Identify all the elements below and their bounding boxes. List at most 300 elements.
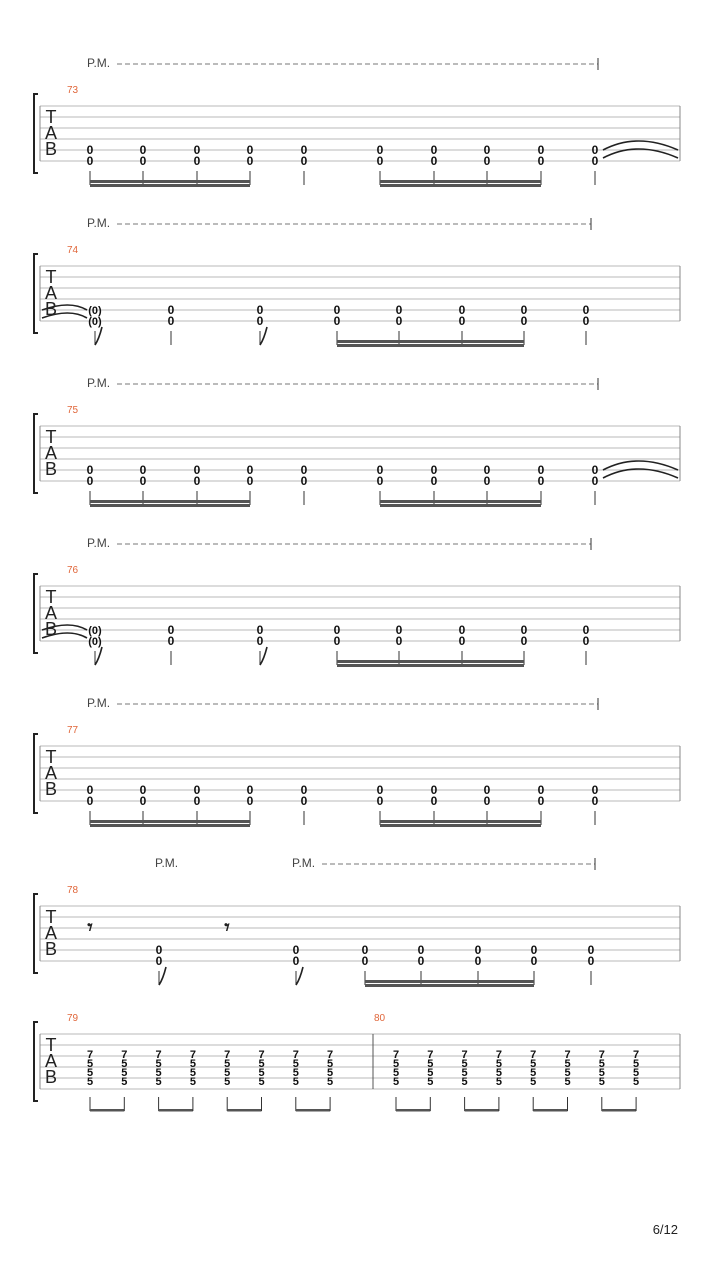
fret-number: 7	[427, 1049, 434, 1061]
system-bracket	[34, 254, 38, 333]
note-event	[431, 463, 438, 505]
system-bracket	[34, 894, 38, 973]
fret-number: 0	[155, 954, 163, 968]
fret-number: 0	[417, 943, 425, 957]
fret-number: 0	[361, 954, 369, 968]
note-event	[140, 143, 147, 185]
fret-number: 0	[530, 943, 538, 957]
beam-16th	[337, 664, 524, 667]
fret-number: 0	[193, 783, 201, 797]
note-event	[484, 463, 491, 505]
note-event	[194, 463, 201, 505]
chord	[393, 1049, 430, 1112]
tab-clef-b: B	[44, 939, 58, 959]
fret-number: 0	[139, 794, 147, 808]
fret-number: 5	[327, 1067, 334, 1079]
beam-16th	[337, 344, 524, 347]
fret-number: 0	[155, 943, 163, 957]
note-event	[334, 303, 341, 345]
fret-number: 0	[139, 783, 147, 797]
beam-16th	[90, 500, 250, 503]
fret-number: 7	[292, 1049, 299, 1061]
beam-16th	[365, 980, 534, 983]
beam-16th	[380, 504, 541, 507]
note-event	[377, 783, 384, 825]
fret-number: 0	[483, 463, 491, 477]
fret-number: 0	[537, 154, 545, 168]
beam-8th	[396, 1109, 430, 1112]
fret-number: 5	[427, 1076, 434, 1088]
measure-number: 74	[67, 245, 79, 256]
tab-system	[34, 216, 680, 347]
note-event	[538, 783, 545, 825]
note-event	[224, 915, 230, 939]
note-event	[377, 143, 384, 185]
fret-number: 0	[591, 154, 599, 168]
note-event	[418, 943, 425, 985]
chord	[427, 1049, 433, 1111]
fret-number: 0	[193, 154, 201, 168]
beam-16th	[380, 824, 541, 827]
fret-number: 0	[333, 634, 341, 648]
eighth-rest: 𝄾	[87, 915, 93, 939]
system-bracket	[34, 1022, 38, 1101]
note-event	[87, 143, 94, 185]
chord	[190, 1049, 196, 1111]
palm-mute-marking	[87, 376, 598, 390]
fret-number: 5	[495, 1076, 502, 1088]
fret-number: 5	[598, 1067, 605, 1079]
eighth-rest: 𝄾	[224, 915, 230, 939]
tab-clef-b: B	[44, 1067, 58, 1087]
note-event	[168, 303, 175, 345]
fret-number: 5	[564, 1076, 571, 1088]
fret-number: 5	[598, 1076, 605, 1088]
fret-number: 0	[458, 303, 466, 317]
tab-system	[34, 696, 680, 827]
fret-number: 0	[167, 623, 175, 637]
note-event	[87, 463, 94, 505]
beam-16th	[90, 820, 250, 823]
tab-clef-t: T	[45, 107, 57, 127]
tab-staff	[34, 414, 680, 493]
fret-number: 0	[537, 463, 545, 477]
tab-clef-a: A	[44, 763, 58, 783]
fret-number: 0	[591, 143, 599, 157]
fret-number: 0	[376, 154, 384, 168]
fret-number: 0	[86, 154, 94, 168]
fret-number: 0	[139, 474, 147, 488]
tab-clef-a: A	[44, 123, 58, 143]
fret-number: 0	[582, 314, 590, 328]
fret-number: 7	[189, 1049, 196, 1061]
fret-number: 0	[256, 314, 264, 328]
fret-number: 7	[495, 1049, 502, 1061]
note-event	[475, 943, 482, 985]
fret-number: 0	[376, 463, 384, 477]
fret-number: 5	[530, 1067, 537, 1079]
fret-number: 5	[189, 1058, 196, 1070]
fret-number: (0)	[88, 625, 102, 637]
fret-number: 5	[633, 1076, 640, 1088]
palm-mute-marking	[87, 56, 598, 70]
chord	[462, 1049, 499, 1112]
fret-number: 5	[121, 1058, 128, 1070]
fret-number: 0	[430, 143, 438, 157]
fret-number: 0	[333, 623, 341, 637]
beam-8th	[90, 1109, 124, 1112]
fret-number: 0	[333, 303, 341, 317]
fret-number: (0)	[88, 316, 102, 328]
fret-number: 0	[591, 794, 599, 808]
fret-number: 5	[258, 1067, 265, 1079]
fret-number: 0	[246, 474, 254, 488]
fret-number: 0	[86, 794, 94, 808]
fret-number: 0	[483, 794, 491, 808]
page-number: 6/12	[652, 1222, 678, 1237]
note-event	[484, 143, 491, 185]
chord	[293, 1049, 330, 1112]
chord	[633, 1049, 639, 1111]
note-event	[377, 463, 384, 505]
fret-number: 7	[392, 1049, 400, 1061]
chord	[156, 1049, 193, 1112]
tab-system	[34, 856, 680, 987]
fret-number: 0	[193, 794, 201, 808]
measure-number: 75	[67, 405, 79, 416]
note-event	[396, 623, 403, 665]
fret-number: 0	[395, 303, 403, 317]
fret-number: 5	[86, 1067, 94, 1079]
fret-number: 0	[520, 634, 528, 648]
tab-clef-a: A	[44, 923, 58, 943]
fret-number: 0	[587, 943, 595, 957]
fret-number: 0	[193, 474, 201, 488]
beam-16th	[90, 824, 250, 827]
tab-clef-a: A	[44, 1051, 58, 1071]
fret-number: 0	[139, 154, 147, 168]
system-bracket	[34, 414, 38, 493]
fret-number: 0	[591, 463, 599, 477]
fret-number: 0	[458, 623, 466, 637]
beam-16th	[337, 660, 524, 663]
beam-8th	[602, 1109, 636, 1112]
fret-number: 5	[155, 1067, 162, 1079]
fret-number: 0	[395, 634, 403, 648]
fret-number: 0	[86, 474, 94, 488]
note-event	[301, 783, 308, 825]
fret-number: 0	[591, 474, 599, 488]
fret-number: 5	[327, 1058, 334, 1070]
fret-number: 0	[430, 783, 438, 797]
note-event	[247, 783, 254, 825]
fret-number: 5	[530, 1076, 537, 1088]
palm-mute-label: P.M.	[87, 376, 111, 390]
fret-number: 5	[155, 1058, 162, 1070]
note-flag	[260, 647, 267, 665]
note-event	[592, 141, 678, 185]
fret-number: 5	[86, 1076, 94, 1088]
fret-number: 0	[520, 314, 528, 328]
note-event	[247, 143, 254, 185]
note-event	[538, 143, 545, 185]
note-event	[396, 303, 403, 345]
fret-number: 0	[333, 314, 341, 328]
fret-number: 5	[427, 1067, 434, 1079]
fret-number: 0	[300, 463, 308, 477]
fret-number: 0	[458, 634, 466, 648]
system-bracket	[34, 734, 38, 813]
fret-number: 0	[246, 463, 254, 477]
note-event	[521, 623, 528, 665]
fret-number: 0	[474, 954, 482, 968]
tab-clef-a: A	[44, 603, 58, 623]
note-event	[293, 943, 303, 985]
fret-number: 5	[224, 1058, 231, 1070]
chord	[87, 1049, 124, 1112]
palm-mute-label: P.M.	[292, 856, 316, 870]
tab-clef-t: T	[45, 907, 57, 927]
fret-number: 5	[258, 1058, 265, 1070]
beam-16th	[365, 984, 534, 987]
note-flag	[296, 967, 303, 985]
tab-system	[34, 536, 680, 667]
note-event	[431, 783, 438, 825]
fret-number: 0	[395, 623, 403, 637]
fret-number: 0	[520, 303, 528, 317]
system-bracket	[34, 94, 38, 173]
fret-number: 0	[587, 954, 595, 968]
note-event	[583, 303, 590, 345]
fret-number: 0	[300, 474, 308, 488]
note-event	[194, 783, 201, 825]
fret-number: 7	[598, 1049, 605, 1061]
fret-number: 5	[633, 1058, 640, 1070]
fret-number: 0	[376, 794, 384, 808]
note-event	[257, 623, 267, 665]
fret-number: 5	[495, 1058, 502, 1070]
fret-number: 0	[430, 794, 438, 808]
fret-number: 5	[189, 1067, 196, 1079]
fret-number: 0	[139, 143, 147, 157]
beam-8th	[465, 1109, 499, 1112]
beam-8th	[296, 1109, 330, 1112]
measure-number: 76	[67, 565, 79, 576]
tab-staff	[34, 1022, 680, 1101]
fret-number: 5	[292, 1067, 299, 1079]
fret-number: 5	[530, 1058, 537, 1070]
note-flag	[159, 967, 166, 985]
fret-number: 0	[86, 783, 94, 797]
beam-8th	[533, 1109, 567, 1112]
fret-number: 7	[224, 1049, 231, 1061]
fret-number: 5	[258, 1076, 265, 1088]
note-event	[531, 943, 538, 985]
fret-number: 0	[246, 783, 254, 797]
note-event	[592, 783, 599, 825]
fret-number: 0	[537, 143, 545, 157]
fret-number: 5	[461, 1058, 468, 1070]
fret-number: 0	[483, 783, 491, 797]
fret-number: 0	[458, 314, 466, 328]
fret-number: 5	[495, 1067, 502, 1079]
fret-number: 0	[246, 143, 254, 157]
note-event	[194, 143, 201, 185]
fret-number: 5	[327, 1076, 334, 1088]
palm-mute-label: P.M.	[87, 216, 111, 230]
note-event	[88, 305, 102, 345]
chord	[599, 1049, 636, 1112]
palm-mute-label: P.M.	[87, 56, 111, 70]
fret-number: 0	[582, 634, 590, 648]
fret-number: 5	[461, 1076, 468, 1088]
fret-number: 0	[537, 474, 545, 488]
fret-number: 7	[86, 1049, 94, 1061]
note-flag	[95, 327, 102, 345]
fret-number: 5	[392, 1067, 400, 1079]
fret-number: 0	[256, 303, 264, 317]
fret-number: 5	[598, 1058, 605, 1070]
chord	[121, 1049, 127, 1111]
beam-16th	[380, 500, 541, 503]
note-flag	[260, 327, 267, 345]
fret-number: 7	[633, 1049, 640, 1061]
palm-mute-label: P.M.	[87, 696, 111, 710]
tab-clef-a: A	[44, 443, 58, 463]
tab-clef-b: B	[44, 139, 58, 159]
fret-number: 5	[461, 1067, 468, 1079]
note-event	[301, 143, 308, 185]
chord	[496, 1049, 502, 1111]
fret-number: 0	[483, 154, 491, 168]
palm-mute-marking	[292, 856, 595, 870]
fret-number: 5	[86, 1058, 94, 1070]
note-event	[247, 463, 254, 505]
fret-number: 0	[361, 943, 369, 957]
note-event	[484, 783, 491, 825]
fret-number: 7	[258, 1049, 265, 1061]
note-event	[301, 463, 308, 505]
note-event	[588, 943, 595, 985]
measure-number: 78	[67, 885, 79, 896]
fret-number: 0	[292, 954, 300, 968]
beam-8th	[159, 1109, 193, 1112]
note-event	[459, 303, 466, 345]
fret-number: (0)	[88, 305, 102, 317]
measure-number: 80	[374, 1013, 386, 1024]
note-event	[538, 463, 545, 505]
beam-8th	[227, 1109, 261, 1112]
fret-number: 0	[256, 623, 264, 637]
fret-number: 0	[300, 143, 308, 157]
palm-mute-marking	[155, 856, 178, 870]
fret-number: 0	[246, 794, 254, 808]
note-event	[87, 783, 94, 825]
chord	[564, 1049, 570, 1111]
fret-number: 0	[246, 154, 254, 168]
fret-number: 0	[537, 794, 545, 808]
fret-number: 7	[530, 1049, 537, 1061]
beam-16th	[90, 504, 250, 507]
fret-number: 0	[139, 463, 147, 477]
chord	[327, 1049, 333, 1111]
fret-number: 5	[633, 1067, 640, 1079]
tab-clef-t: T	[45, 747, 57, 767]
fret-number: 0	[300, 154, 308, 168]
fret-number: 0	[193, 463, 201, 477]
fret-number: 0	[430, 474, 438, 488]
measure-number: 77	[67, 725, 79, 736]
fret-number: 0	[193, 143, 201, 157]
fret-number: 0	[167, 303, 175, 317]
beam-16th	[90, 184, 250, 187]
tab-clef-b: B	[44, 459, 58, 479]
tab-system	[34, 1013, 680, 1112]
beam-16th	[337, 340, 524, 343]
note-flag	[95, 647, 102, 665]
fret-number: 5	[189, 1076, 196, 1088]
fret-number: 0	[582, 303, 590, 317]
fret-number: 5	[224, 1076, 231, 1088]
fret-number: 7	[461, 1049, 468, 1061]
measure-number: 73	[67, 85, 79, 96]
tab-clef-t: T	[45, 1035, 57, 1055]
fret-number: 0	[86, 463, 94, 477]
note-event	[334, 623, 341, 665]
tab-clef-b: B	[44, 779, 58, 799]
fret-number: 0	[430, 154, 438, 168]
tab-staff	[34, 894, 680, 973]
fret-number: 0	[376, 474, 384, 488]
fret-number: 5	[224, 1067, 231, 1079]
chord	[258, 1049, 264, 1111]
tab-staff	[34, 94, 680, 173]
note-event	[362, 943, 369, 985]
chord	[224, 1049, 261, 1112]
beam-16th	[380, 180, 541, 183]
fret-number: 0	[537, 783, 545, 797]
fret-number: 0	[417, 954, 425, 968]
tab-clef-t: T	[45, 587, 57, 607]
fret-number: 0	[167, 314, 175, 328]
fret-number: 0	[376, 143, 384, 157]
fret-number: 5	[155, 1076, 162, 1088]
fret-number: 5	[292, 1076, 299, 1088]
tab-clef-b: B	[44, 299, 58, 319]
chord	[530, 1049, 567, 1112]
fret-number: 5	[564, 1058, 571, 1070]
tab-clef-t: T	[45, 267, 57, 287]
fret-number: 5	[292, 1058, 299, 1070]
note-event	[140, 783, 147, 825]
note-event	[88, 625, 102, 665]
fret-number: 0	[474, 943, 482, 957]
tab-clef-b: B	[44, 619, 58, 639]
note-event	[459, 623, 466, 665]
fret-number: 0	[582, 623, 590, 637]
note-event	[583, 623, 590, 665]
tab-system	[34, 56, 680, 187]
fret-number: 5	[121, 1067, 128, 1079]
beam-16th	[380, 820, 541, 823]
note-event	[156, 943, 166, 985]
tab-system	[34, 376, 680, 507]
fret-number: 7	[121, 1049, 128, 1061]
fret-number: (0)	[88, 636, 102, 648]
fret-number: 5	[392, 1058, 400, 1070]
fret-number: 0	[591, 783, 599, 797]
fret-number: 0	[520, 623, 528, 637]
